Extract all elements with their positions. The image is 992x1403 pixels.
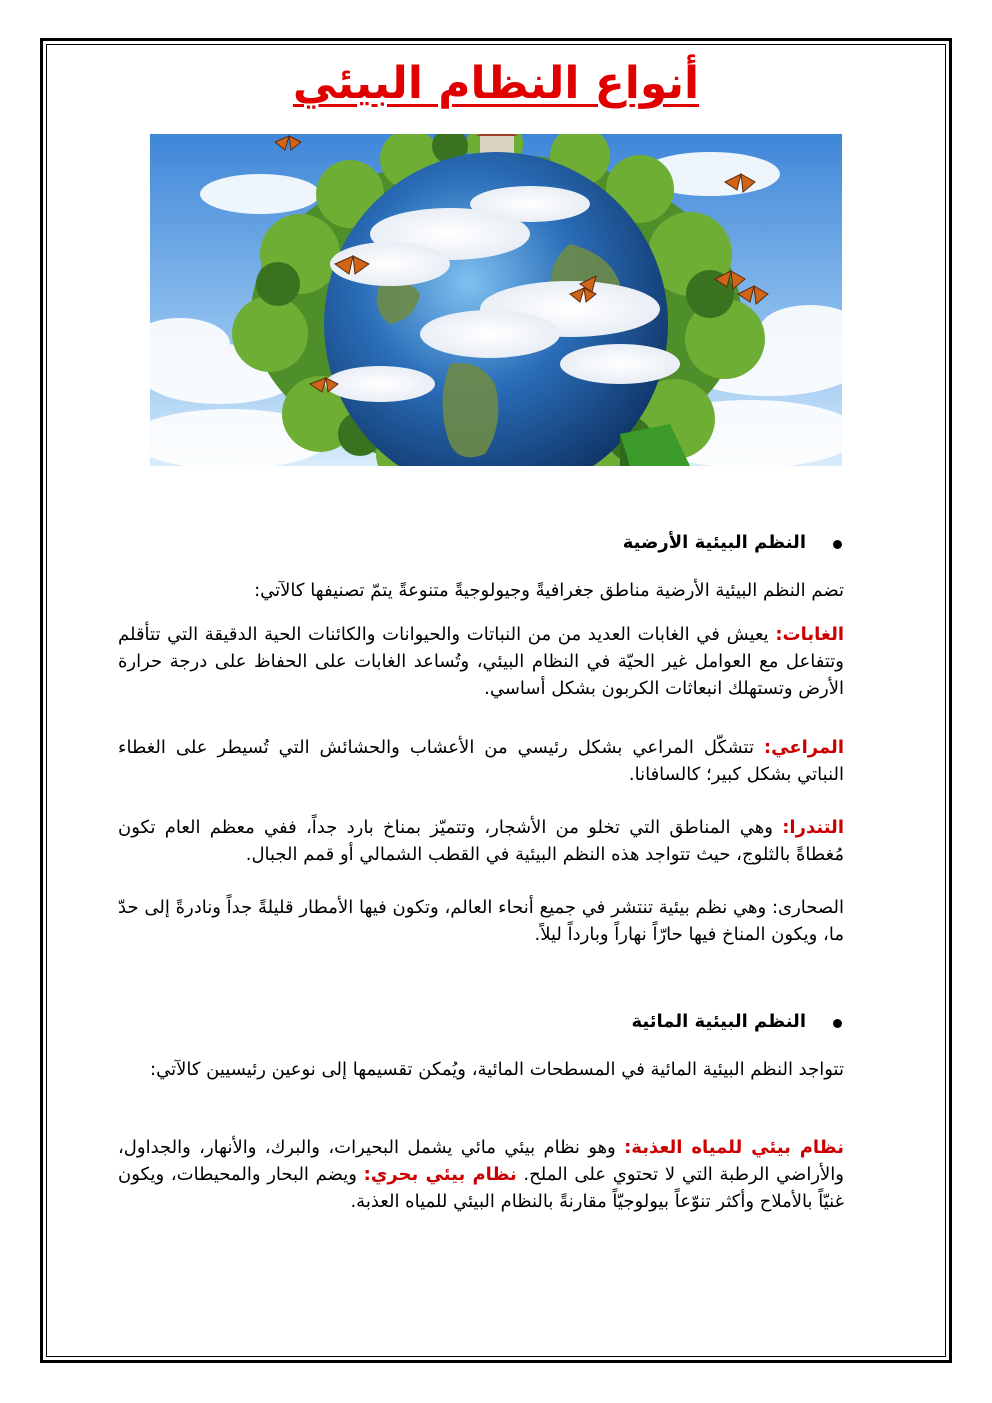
- term-tundra: التندرا:: [782, 817, 844, 838]
- page-title: أنواع النظام البيئي: [292, 58, 700, 109]
- term-marine: نظام بيئي بحري:: [363, 1164, 517, 1185]
- bullet-icon: [833, 1019, 842, 1028]
- earth-ecosystem-illustration: [150, 134, 842, 466]
- aquatic-intro-text: تتواجد النظم البيئية المائية في المسطحات المائية، ويُمكن تقسيمها إلى نوعين رئيسيين كالآتي:: [150, 1059, 844, 1080]
- text-grasslands: تتشكّل المراعي بشكل رئيسي من الأعشاب والحشائش التي تُسيطر على الغطاء النباتي بشكل كبير؛ كالسافانا.: [118, 737, 844, 785]
- bullet-icon: [833, 540, 842, 549]
- section-heading-aquatic-text: النظم البيئية المائية: [631, 1011, 806, 1032]
- paragraph-forests: [118, 621, 844, 702]
- terrestrial-intro-text: تضم النظم البيئية الأرضية مناطق جغرافيةً وجيولوجيةً متنوعةً يتمّ تصنيفها كالآتي:: [254, 580, 844, 601]
- text-forests: يعيش في الغابات العديد من من النباتات والحيوانات والكائنات الحية الدقيقة التي تتأقلم وتتفاعل مع العوامل غير الحيّة في النظام البيئي، وتُساعد الغابات على الحفاظ على درجة حرارة الأرض وتستهلك انبعاثات الكربون بشكل أساسي.: [118, 624, 844, 699]
- text-freshwater: وهو نظام بيئي مائي يشمل البحيرات، والبرك، والأنهار، والجداول، والأراضي الرطبة التي لا تحتوي على الملح.: [118, 1137, 844, 1185]
- earth-ecosystem-illustration-svg: [150, 134, 842, 466]
- paragraph-freshwater-marine: [118, 1134, 844, 1215]
- section-heading-terrestrial-text: النظم البيئية الأرضية: [622, 532, 806, 553]
- term-forests: الغابات:: [775, 624, 844, 645]
- text-tundra: وهي المناطق التي تخلو من الأشجار، وتتميّز بمناخ بارد جداً، ففي معظم العام تكون مُغطاةً بالثلوج، حيث تتواجد هذه النظم البيئية في القطب الشمالي أو قمم الجبال.: [118, 817, 844, 865]
- section-heading-terrestrial: [118, 532, 806, 553]
- text-deserts: الصحارى: وهي نظم بيئية تنتشر في جميع أنحاء العالم، وتكون فيها الأمطار قليلةً جداً ونادرةً إلى حدّ ما، ويكون المناخ فيها حارّاً نهاراً وبارداً ليلاً.: [118, 897, 844, 945]
- aquatic-intro: [118, 1056, 844, 1083]
- term-freshwater: نظام بيئي للمياه العذبة:: [624, 1137, 844, 1158]
- section-heading-aquatic: [118, 1011, 806, 1032]
- text-marine: ويضم البحار والمحيطات، ويكون غنيّاً بالأملاح وأكثر تنوّعاً بيولوجيّاً مقارنةً بالنظام البيئي للمياه العذبة.: [118, 1164, 844, 1212]
- terrestrial-intro: [118, 577, 844, 604]
- term-grasslands: المراعي:: [763, 737, 844, 758]
- paragraph-deserts: [118, 894, 844, 948]
- paragraph-tundra: [118, 814, 844, 868]
- paragraph-grasslands: [118, 734, 844, 788]
